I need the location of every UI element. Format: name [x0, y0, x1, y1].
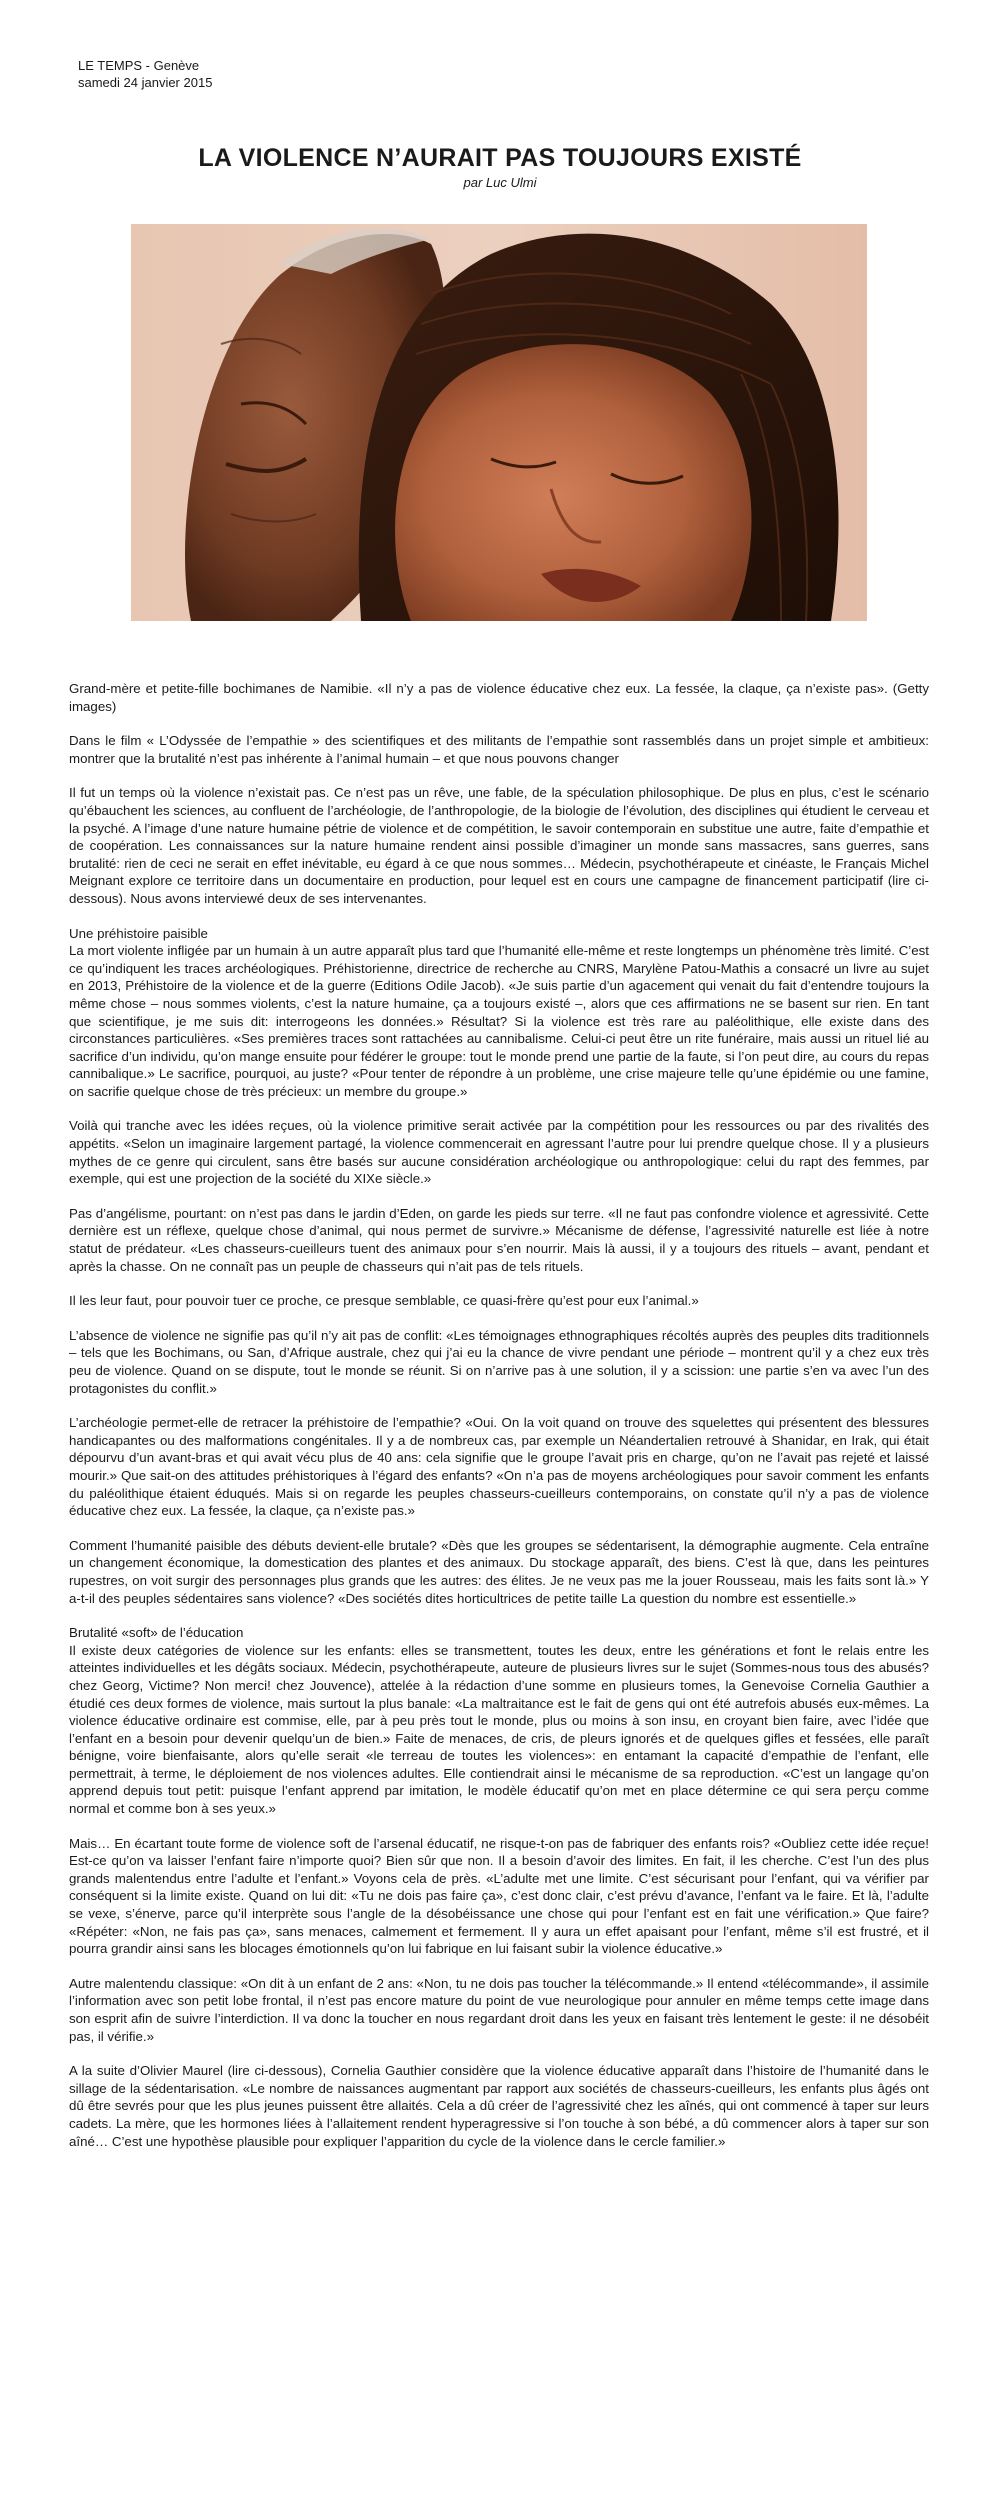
article-paragraph: L’absence de violence ne signifie pas qu’il n’y ait pas de conflit: «Les témoignages ethnographiques récoltés auprès des peuples dits traditionnels – tels que les Bochimans, ou San, d’Afrique australe, chez qui j’ai eu la chance de vivre pendant une période – montrent qu’il y a chez eux très peu de violence. Quand on se dispute, tout le monde se réunit. Si on n’arrive pas à une solution, il y a scission: une partie s’en va avec l’un des protagonistes du conflit.» — [69, 1327, 929, 1396]
article-source — [78, 57, 212, 91]
publication-name: LE TEMPS - Genève — [78, 58, 200, 73]
article-paragraph: La mort violente infligée par un humain à un autre apparaît plus tard que l’humanité elle-même et reste longtemps un phénomène très limité. C’est ce qu’indiquent les traces archéologiques. Préhistorienne, directrice de recherche au CNRS, Marylène Patou-Mathis a consacré un livre au sujet en 2013, Préhistoire de la violence et de la guerre (Editions Odile Jacob). «Je suis partie d’un agacement qui venait du fait d’entendre toujours la même chose – nous sommes violents, c’est la nature humaine, ça a toujours existé –, alors que ces affirmations ne se basent sur rien. En tant que scientifique, je me suis dit: interrogeons les données.» Résultat? Si la violence est très rare au paléolithique, elle existe dans des circonstances particulières. «Ses premières traces sont rattachées au cannibalisme. Celui-ci peut être un rite funéraire, mais aussi un rituel lié au sacrifice d’un individu, qu’on mange ensuite pour fédérer le groupe: tout le monde prend une partie de la faute, si l’on peut dire, au cours du repas cannibalique.» Le sacrifice, pourquoi, au juste? «Pour tenter de répondre à un problème, une crise majeure telle qu’une épidémie ou une famine, on sacrifie quelque chose de très précieux: un membre du groupe.» — [69, 943, 929, 1099]
section-heading: Une préhistoire paisible — [69, 925, 208, 941]
article-headline: LA VIOLENCE N’AURAIT PAS TOUJOURS EXISTÉ — [198, 144, 802, 172]
article-photo — [131, 224, 867, 621]
photo-caption: Grand-mère et petite-fille bochimanes de Namibie. «Il n’y a pas de violence éducative chez eux. La fessée, la claque, ça n’existe pas». (Getty images) — [69, 681, 929, 714]
article-paragraph: Comment l’humanité paisible des débuts devient-elle brutale? «Dès que les groupes se sédentarisent, la démographie augmente. Cela entraîne un changement économique, la domestication des plantes et des animaux. Du stockage apparaît, des biens. C’est là que, dans les peintures rupestres, on voit surgir des personnages plus grands que les autres: des élites. Je ne veux pas me la jouer Rousseau, mais les faits sont là.» Y a-t-il des peuples sédentaires sans violence? «Des sociétés dites horticultrices de petite taille La question du nombre est essentielle.» — [69, 1537, 929, 1606]
article-paragraph: A la suite d’Olivier Maurel (lire ci-dessous), Cornelia Gauthier considère que la violence éducative apparaît dans l’histoire de l’humanité dans le sillage de la sédentarisation. «Le nombre de naissances augmentant par rapport aux sociétés de chasseurs-cueilleurs, les enfants plus âgés ont dû être sevrés pour que les plus jeunes puissent être allaités. Cela a dû créer de l’agressivité chez les aînés, qui ont commencé à taper sur leurs cadets. La mère, que les hormones liées à l’allaitement rendent hyperagressive si l’on touche à son bébé, a dû commencer alors à taper sur son aîné… C’est une hypothèse plausible pour expliquer l’apparition du cycle de la violence dans le cercle familier.» — [69, 2063, 929, 2149]
publication-date: samedi 24 janvier 2015 — [78, 75, 213, 90]
article-paragraph: L’archéologie permet-elle de retracer la préhistoire de l’empathie? «Oui. On la voit quand on trouve des squelettes qui présentent des blessures handicapantes ou des malformations congénitales. Il y a de nombreux cas, par exemple un Néandertalien retrouvé à Shanidar, en Irak, qui était dépourvu d’un avant-bras et qui avait vécu plus de 40 ans: cela signifie que le groupe l’avait pris en charge, qu’on ne l’avait pas rejeté et laissé mourir.» Que sait-on des attitudes préhistoriques à l’égard des enfants? «On n’a pas de moyens archéologiques pour savoir comment les enfants du paléolithique étaient éduqués. Mais si on regarde les peuples chasseurs-cueilleurs contemporains, on constate qu’il n’y a pas de violence éducative chez eux. La fessée, la claque, ça n’existe pas.» — [69, 1415, 929, 1519]
section-heading: Brutalité «soft» de l’éducation — [69, 1625, 244, 1641]
article-intro: Dans le film « L’Odyssée de l’empathie » des scientifiques et des militants de l’empathie sont rassemblés dans un projet simple et ambitieux: montrer que la brutalité n’est pas inhérente à l’animal humain – et que nous pouvons changer — [69, 733, 929, 766]
article-byline: par Luc Ulmi — [463, 175, 537, 190]
article-paragraph: Voilà qui tranche avec les idées reçues, où la violence primitive serait activée par la compétition pour les ressources ou par des rivalités des appétits. «Selon un imaginaire largement partagé, la violence commencerait en agressant l’autre pour lui prendre quelque chose. Il y a plusieurs mythes de ce genre qui circulent, sans être basés sur aucune considération archéologique ou anthropologique: celui du rapt des femmes, par exemple, qui est une projection de la société du XIXe siècle.» — [69, 1118, 929, 1187]
article-body — [69, 680, 929, 2167]
article-paragraph: Il existe deux catégories de violence sur les enfants: elles se transmettent, toutes les deux, entre les générations et font le relais entre les atteintes individuelles et les dégâts sociaux. Médecin, psychothérapeute, auteure de plusieurs livres sur le sujet (Sommes-nous tous des abusés? chez Georg, Victime? Non merci! chez Jouvence), attelée à la rédaction d’une somme en plusieurs tomes, la Genevoise Cornelia Gauthier a étudié ces deux formes de violence, mais surtout la plus banale: «La maltraitance est le fait de gens qui ont été autrefois abusés eux-mêmes. La violence éducative ordinaire est commise, elle, par à peu près tout le monde, plus ou moins à son insu, en croyant bien faire, avec l’idée que l’enfant en a besoin pour devenir quelqu’un de bien.» Faite de menaces, de cris, de pleurs ignorés et de quelques gifles et fessées, elle paraît bénigne, voire bienfaisante, alors qu’elle serait «le terreau de toutes les violences»: en entamant la capacité d’empathie de l’enfant, elle permettrait, à terme, le déploiement de nos violences adultes. Elle contiendrait ainsi le mécanisme de sa reproduction. «C’est un langage qu’on apprend depuis tout petit: puisque l’enfant apprend par imitation, le modèle éducatif qu’on met en place détermine ce qui sera perçu comme normal et comme bon à ses yeux.» — [69, 1642, 929, 1817]
article-paragraph: Mais… En écartant toute forme de violence soft de l’arsenal éducatif, ne risque-t-on pas de fabriquer des enfants rois? «Oubliez cette idée reçue! Est-ce qu’on va laisser l’enfant faire n’importe quoi? Bien sûr que non. Il a besoin d’avoir des limites. En fait, il les cherche. C’est l’un des plus grands malentendus entre l’adulte et l’enfant.» Voyons cela de près. «L’adulte met une limite. C’est sécurisant pour l’enfant, qui va vérifier par conséquent si la limite existe. Quand on lui dit: «Tu ne dois pas faire ça», c’est donc clair, c’est prévu d’avance, l’enfant va le faire. Et là, l’adulte se vexe, s’énerve, parce qu’il interprète sous l’angle de la désobéissance une chose qui pour l’enfant est en fait une vérification.» Que faire? «Répéter: «Non, ne fais pas ça», sans menaces, calmement et fermement. Il y aura un effet apaisant pour l’enfant, même s’il est frustré, et il pourra grandir ainsi sans les blocages émotionnels qu’on lui fabrique en lui faisant subir la violence éducative.» — [69, 1835, 929, 1957]
article-paragraph: Il fut un temps où la violence n’existait pas. Ce n’est pas un rêve, une fable, de la spéculation philosophique. De plus en plus, c’est le scénario qu’ébauchent les sciences, au confluent de l’archéologie, de l’anthropologie, de la biologie de l’évolution, des disciplines qui étudient le cerveau et la psyché. A l’image d’une nature humaine pétrie de violence et de compétition, le savoir contemporain en substitue une autre, faite d’empathie et de coopération. Les connaissances sur la nature humaine rendent ainsi possible d’imaginer un monde sans massacres, sans guerres, sans brutalité: rien de ceci ne serait en effet inévitable, eu égard à ce que nous sommes… Médecin, psychothérapeute et cinéaste, le Français Michel Meignant explore ce territoire dans un documentaire en production, pour lequel est en cours une campagne de financement participatif (lire ci-dessous). Nous avons interviewé deux de ses intervenantes. — [69, 785, 929, 906]
article-paragraph: Autre malentendu classique: «On dit à un enfant de 2 ans: «Non, tu ne dois pas toucher la télécommande.» Il entend «télécommande», il assimile l’information avec son petit lobe frontal, il n’est pas encore mature du point de vue neurologique pour annuler en même temps cette image dans son esprit afin de suivre l’interdiction. Il va donc la toucher en nous regardant droit dans les yeux en faisant très lentement le geste: il ne désobéit pas, il vérifie.» — [69, 1975, 929, 2044]
article-paragraph: Pas d’angélisme, pourtant: on n’est pas dans le jardin d’Eden, on garde les pieds sur terre. «Il ne faut pas confondre violence et agressivité. Cette dernière est un réflexe, quelque chose d’animal, qui nous permet de survivre.» Mécanisme de défense, l’agressivité naturelle est liée à notre statut de prédateur. «Les chasseurs-cueilleurs tuent des animaux pour s’en nourrir. Mais là aussi, il y a toujours des rituels – avant, pendant et après la chasse. On ne connaît pas un peuple de chasseurs qui n’ait pas de tels rituels. — [69, 1205, 929, 1274]
article-paragraph: Il les leur faut, pour pouvoir tuer ce proche, ce presque semblable, ce quasi-frère qu’est pour eux l’animal.» — [69, 1293, 699, 1309]
